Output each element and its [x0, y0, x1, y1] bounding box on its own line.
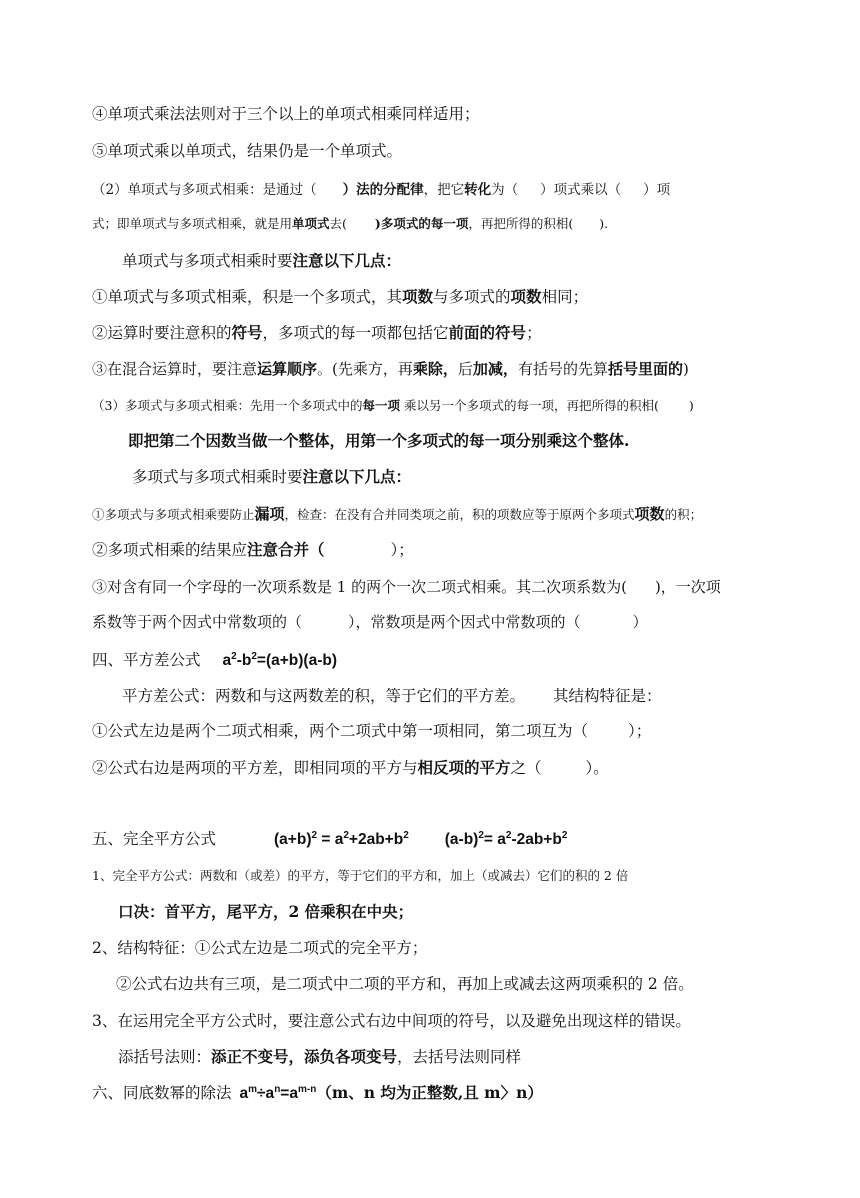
text: 相同； [541, 288, 589, 306]
text: ，去括号法则同样 [397, 1048, 522, 1066]
text: ). [599, 216, 609, 231]
emphasis: 乘除， [412, 360, 458, 378]
section-2-note-1 [92, 287, 800, 307]
emphasis: 漏项 [254, 505, 285, 523]
text: 后 [457, 360, 473, 378]
text: ①多项式与多项式相乘要防止 [92, 507, 255, 522]
emphasis: 注意以下几点： [302, 467, 412, 486]
text: ①公式左边是两个二项式相乘，两个二项式中第一项相同，第二项互为（ [92, 722, 589, 740]
emphasis: 转化 [464, 182, 492, 198]
section-3-note-3-cont [92, 612, 800, 632]
text: ）。 [585, 759, 609, 777]
section-3-note-3 [92, 577, 800, 597]
text: 六、同底数幂的除法 [92, 1084, 232, 1102]
text: ）项式乘以（ [540, 182, 622, 198]
text: 为（ [491, 182, 519, 198]
emphasis: 运算顺序 [257, 360, 318, 378]
text: ，把它 [423, 182, 465, 198]
text: 。(先乘方，再 [317, 360, 413, 378]
text: ，检查：在没有合并同类项之前，积的项数应等于原两个多项式 [284, 507, 635, 522]
formula-power-division: $a^m\div a^n=a^{m-n}$ [239, 1084, 317, 1102]
section-4-feature-2 [92, 758, 800, 778]
emphasis: 加减， [472, 360, 518, 378]
section-4-heading [92, 650, 800, 671]
emphasis: 括号里面的 [607, 360, 683, 378]
text: ，多项式的每一项都包括它 [262, 324, 449, 342]
emphasis: （m、n 均为正整数,且 m〉n） [316, 1083, 543, 1102]
emphasis: 项数 [510, 287, 542, 306]
section-2-definition-line [92, 214, 800, 234]
text: （3）多项式与多项式相乘：先用一个多项式中的 [92, 398, 363, 413]
section-5-heading [92, 829, 800, 850]
section-5-item-3: 3、在运用完全平方公式时，要注意公式右边中间项的符号，以及避免出现这样的错误。 [92, 1012, 691, 1030]
emphasis: 符号 [231, 323, 263, 342]
section-3-note-1 [92, 504, 800, 525]
emphasis: 前面的符号 [448, 323, 527, 342]
section-3-explanation: 即把第二个因数当做一个整体，用第一个多项式的每一项分别乘这个整体. [128, 431, 630, 450]
text: 其结构特征是： [553, 687, 662, 705]
section-5-mnemonic: 口决：首平方，尾平方，2 倍乘积在中央； [118, 902, 414, 921]
text: 与多项式的 [433, 288, 511, 306]
text: 系数等于两个因式中常数项的（ [92, 613, 303, 631]
text: 平方差公式：两数和与这两数差的积，等于它们的平方差。 [122, 687, 526, 705]
text: 之（ [510, 759, 542, 777]
formula-difference-of-squares: $a^2-b^2=(a+b)(a-b)$ [222, 651, 337, 669]
formula-square-of-sum: $(a+b)^2 = a^2+2ab+b^2$ [274, 830, 409, 848]
text: ）项 [643, 182, 671, 198]
text: ）； [390, 541, 414, 559]
text: ) [688, 398, 694, 413]
section-5-item-1: 1、完全平方公式：两数和（或差）的平方，等于它们的平方和，加上（或减去）它们的积的 2 倍 [92, 868, 629, 883]
text: ），常数项是两个因式中常数项的（ [348, 613, 581, 631]
emphasis: 项数 [634, 505, 665, 523]
text: 有括号的先算 [517, 360, 608, 378]
text: ①单项式与多项式相乘，积是一个多项式，其 [92, 288, 403, 306]
text: ③对含有同一个字母的一次项系数是 1 的两个一次二项式相乘。其二次项系数为( [92, 578, 627, 596]
section-4-feature-1 [92, 721, 800, 741]
text: ②公式右边是两项的平方差，即相同项的平方与 [92, 759, 418, 777]
section-2-notes-heading [92, 251, 800, 271]
emphasis: 单项式 [292, 216, 330, 231]
text: 添括号法则： [118, 1048, 212, 1066]
text: ③在混合运算时，要注意 [92, 360, 258, 378]
section-2-note-3 [92, 359, 800, 379]
text: 单项式与多项式相乘时要 [122, 252, 293, 270]
text: ②运算时要注意积的 [92, 324, 232, 342]
formula-square-of-difference: $(a-b)^2= a^2-2ab+b^2$ [444, 830, 568, 848]
emphasis: 注意以下几点： [292, 251, 402, 270]
text: ，再把所得的积相( [468, 216, 574, 231]
text: 四、平方差公式 [92, 651, 201, 669]
text: ）； [628, 722, 652, 740]
rule-5-line: ⑤单项式乘以单项式，结果仍是一个单项式。 [92, 142, 403, 160]
emphasis: 添正不变号，添负各项变号 [211, 1047, 398, 1066]
section-2-heading-line [92, 180, 800, 200]
section-3-notes-heading [92, 467, 800, 487]
text: 五、完全平方公式 [92, 830, 217, 848]
section-5-item-2-cont: ②公式右边共有三项，是二项式中二项的平方和，再加上或减去这两项乘积的 2 倍。 [116, 975, 694, 993]
text: 乘以另一个多项式的每一项，再把所得的积相( [399, 398, 659, 413]
emphasis: ）法的分配律 [342, 182, 424, 198]
section-2-note-2 [92, 323, 800, 343]
section-3-heading-line [92, 396, 800, 416]
section-4-definition [92, 686, 800, 706]
text: 多项式与多项式相乘时要 [132, 468, 303, 486]
section-5-bracket-rule [92, 1047, 800, 1067]
text: 去( [329, 216, 347, 231]
rule-4-line: ④单项式乘法法则对于三个以上的单项式相乘同样适用； [92, 105, 480, 123]
emphasis: )多项式的每一项 [374, 216, 469, 231]
emphasis: 每一项 [362, 398, 400, 413]
section-3-note-2 [92, 540, 800, 560]
text: ） [632, 613, 648, 631]
text: )，一次项 [654, 578, 721, 596]
text: （2）单项式与多项式相乘：是通过（ [92, 182, 317, 198]
text: 的积； [664, 507, 703, 522]
emphasis: 注意合并（ [247, 540, 325, 559]
emphasis: 项数 [402, 287, 434, 306]
section-5-item-2: 2、结构特征：①公式左边是二项式的完全平方； [92, 939, 428, 957]
text: ②多项式相乘的结果应 [92, 541, 248, 559]
section-6-heading [92, 1083, 800, 1104]
text: ) [682, 360, 689, 378]
text: 式；即单项式与多项式相乘，就是用 [92, 216, 293, 231]
emphasis: 相反项的平方 [417, 758, 511, 777]
text: ； [526, 324, 542, 342]
